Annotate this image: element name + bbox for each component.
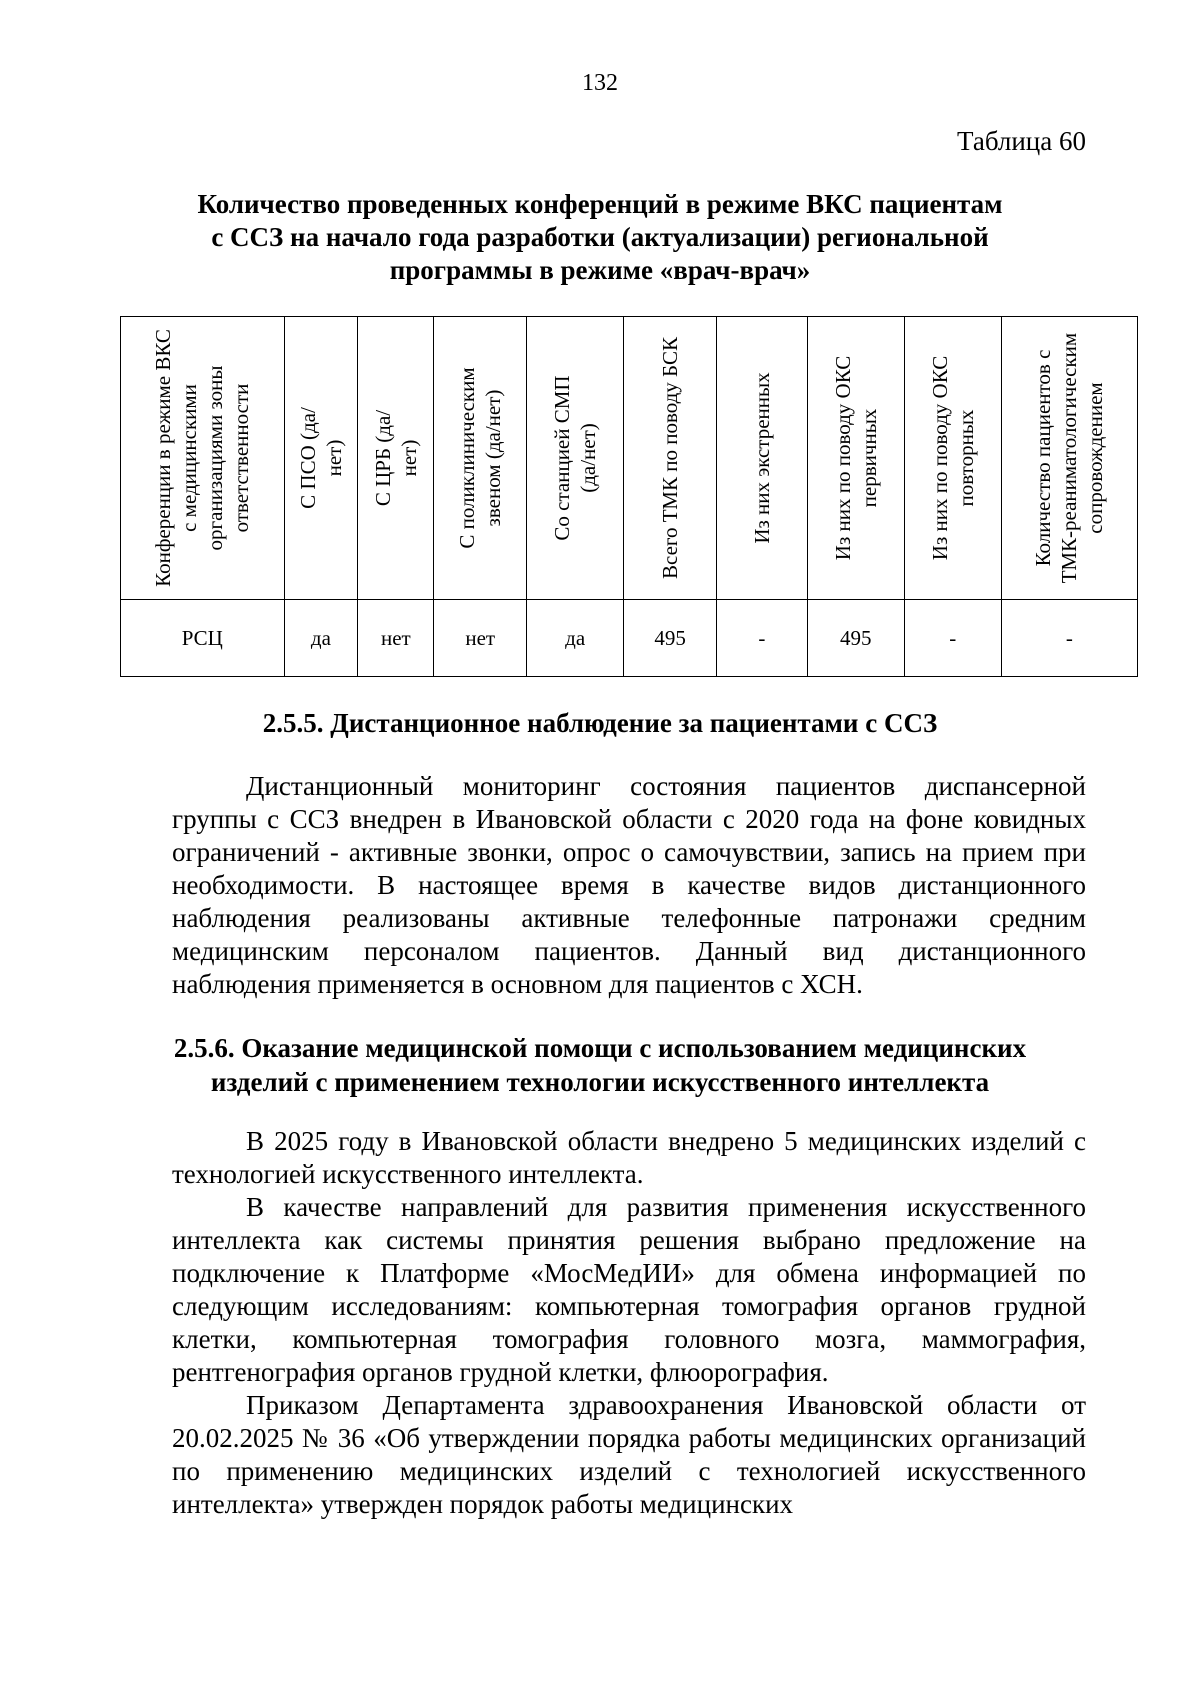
section-paragraph: В 2025 году в Ивановской области внедрено 5 медицинских изделий с технологией искусственного интеллекта. bbox=[172, 1126, 1086, 1189]
table-cell: нет bbox=[358, 600, 434, 677]
header-cell bbox=[717, 317, 808, 600]
header-text: Конференции в режиме ВКС с медицинскими организациями зоны ответственности bbox=[151, 329, 254, 587]
header-cell bbox=[434, 317, 527, 600]
header-text: Из них экстренных bbox=[749, 372, 774, 544]
header-text: С ЦРБ (да/нет) bbox=[370, 409, 421, 507]
section-heading-2-5-6 bbox=[150, 1031, 1050, 1099]
header-cell bbox=[904, 317, 1001, 600]
header-cell bbox=[1001, 317, 1137, 600]
header-text: Из них по поводу ОКС повторных bbox=[927, 355, 978, 561]
header-text: Со станцией СМП (да/нет) bbox=[550, 375, 601, 541]
header-cell bbox=[807, 317, 904, 600]
table-cell: да bbox=[527, 600, 624, 677]
table-cell: да bbox=[284, 600, 358, 677]
header-text: С ПСО (да/нет) bbox=[295, 407, 346, 509]
header-text: Всего ТМК по поводу БСК bbox=[658, 337, 683, 579]
table-cell: - bbox=[1001, 600, 1137, 677]
table-cell: РСЦ bbox=[121, 600, 285, 677]
section-heading-2-5-5: 2.5.5. Дистанционное наблюдение за пациентами с ССЗ bbox=[262, 708, 938, 738]
header-cell bbox=[121, 317, 285, 600]
page-number: 132 bbox=[582, 70, 618, 96]
table-cell: 495 bbox=[807, 600, 904, 677]
section-heading-line: изделий с применением технологии искусственного интеллекта bbox=[210, 1067, 990, 1097]
header-text: Из них по поводу ОКС первичных bbox=[830, 355, 881, 561]
header-text: С поликлиническим звеном (да/нет) bbox=[455, 367, 506, 549]
table-header-row bbox=[121, 317, 1138, 600]
table-label: Таблица 60 bbox=[957, 126, 1086, 156]
table-cell: 495 bbox=[624, 600, 717, 677]
table-title-line: с ССЗ на начало года разработки (актуализации) региональной bbox=[211, 222, 989, 252]
header-cell bbox=[358, 317, 434, 600]
header-cell bbox=[284, 317, 358, 600]
header-text: Количество пациентов с ТМК-реаниматологическим сопровождением bbox=[1031, 332, 1108, 584]
table-cell: - bbox=[904, 600, 1001, 677]
vks-conferences-table bbox=[120, 316, 1138, 677]
section-heading-line: 2.5.6. Оказание медицинской помощи с использованием медицинских bbox=[173, 1033, 1027, 1063]
table-title-line: программы в режиме «врач-врач» bbox=[389, 255, 811, 285]
section-paragraph: В качестве направлений для развития применения искусственного интеллекта как системы принятия решения выбрано предложение на подключение к Платформе «МосМедИИ» для обмена информацией по следующим исследованиям: компьютерная томография органов грудной клетки, компьютерная томография головного мозга, маммография, рентгенография органов грудной клетки, флюорография. bbox=[172, 1192, 1086, 1387]
header-cell bbox=[527, 317, 624, 600]
header-cell bbox=[624, 317, 717, 600]
table-row bbox=[121, 600, 1138, 677]
table-title bbox=[150, 188, 1050, 287]
section-paragraph: Дистанционный мониторинг состояния пациентов диспансерной группы с ССЗ внедрен в Ивановской области с 2020 года на фоне ковидных ограничений - активные звонки, опрос о самочувствии, запись на прием при необходимости. В настоящее время в качестве видов дистанционного наблюдения реализованы активные телефонные патронажи средним медицинским персоналом пациентов. Данный вид дистанционного наблюдения применяется в основном для пациентов с ХСН. bbox=[172, 771, 1086, 999]
table-cell: нет bbox=[434, 600, 527, 677]
section-paragraph: Приказом Департамента здравоохранения Ивановской области от 20.02.2025 № 36 «Об утверждении порядка работы медицинских организаций по применению медицинских изделий с технологией искусственного интеллекта» утвержден порядок работы медицинских bbox=[172, 1390, 1086, 1519]
table-title-line: Количество проведенных конференций в режиме ВКС пациентам bbox=[197, 189, 1003, 219]
table-cell: - bbox=[717, 600, 808, 677]
